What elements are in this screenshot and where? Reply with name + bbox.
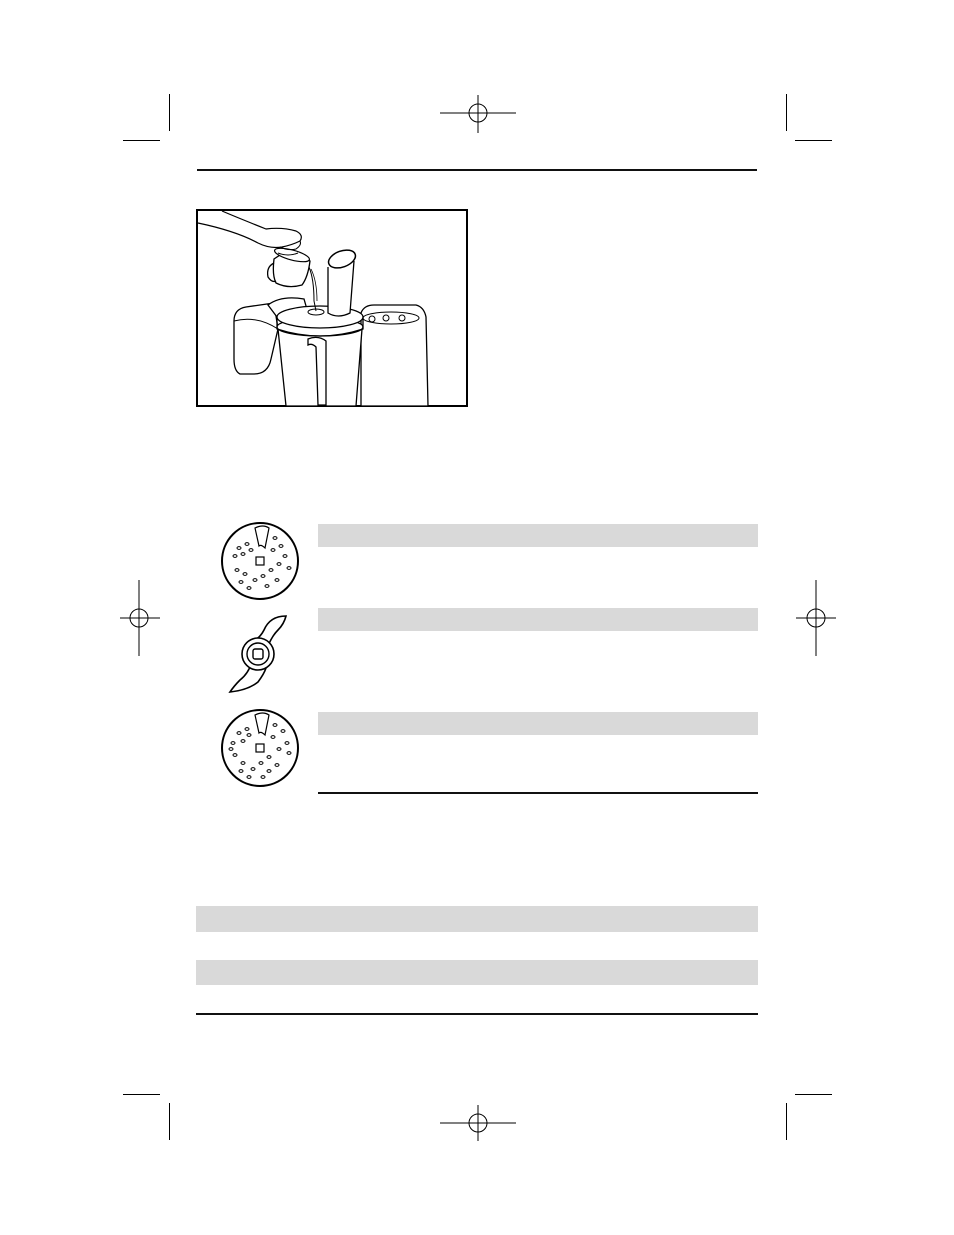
crop-mark-bottom-left-v (169, 1103, 170, 1140)
grating-disc-icon (219, 707, 301, 789)
crop-mark-bottom-left-h (123, 1094, 160, 1095)
registration-mark-top (440, 95, 516, 135)
description-list-bottom-rule (318, 792, 758, 794)
crop-mark-top-left-h (123, 140, 160, 141)
table-header-bar-2 (196, 960, 758, 985)
table-header-bar-1 (196, 906, 758, 932)
crop-mark-bottom-right-h (795, 1094, 832, 1095)
chopping-blade-icon (226, 612, 292, 696)
registration-mark-right (796, 580, 836, 656)
registration-mark-bottom (440, 1105, 516, 1145)
crop-mark-top-left-v (169, 94, 170, 131)
shredding-disc-icon (219, 520, 301, 602)
food-processor-illustration (196, 209, 468, 407)
crop-mark-top-right-v (786, 94, 787, 131)
header-rule (197, 169, 757, 171)
table-bottom-rule (196, 1013, 758, 1015)
grating-disc-heading-bar (318, 712, 758, 735)
chopping-blade-heading-bar (318, 608, 758, 631)
crop-mark-top-right-h (795, 140, 832, 141)
crop-mark-bottom-right-v (786, 1103, 787, 1140)
registration-mark-left (120, 580, 160, 656)
shredding-disc-heading-bar (318, 524, 758, 547)
